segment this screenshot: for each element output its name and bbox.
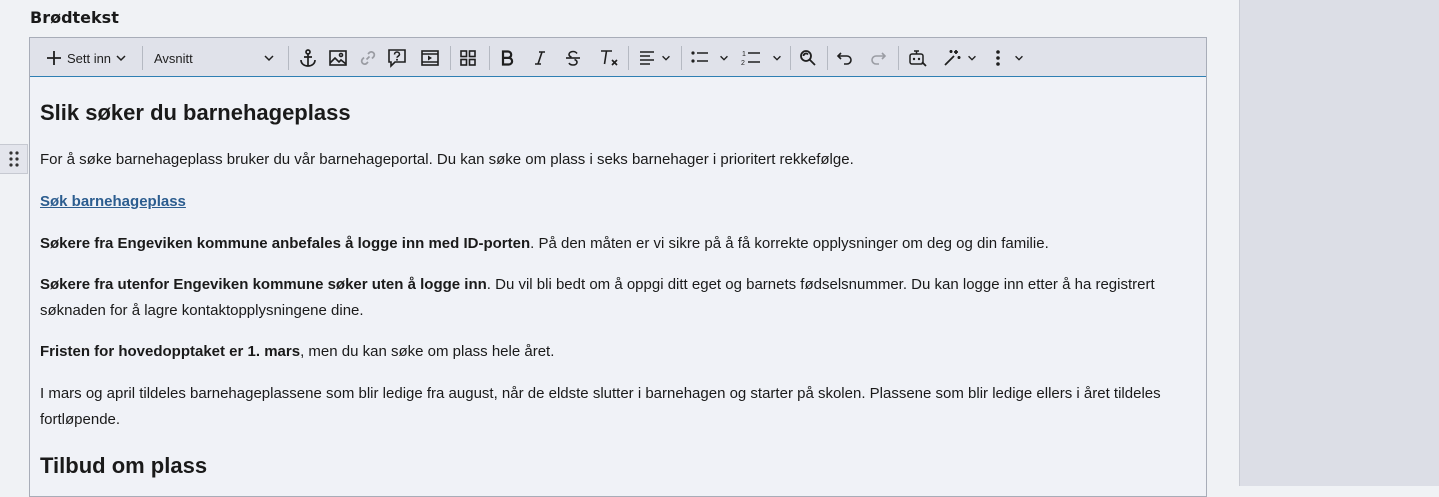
undo-icon[interactable] [834,46,856,70]
media-icon[interactable] [419,46,441,70]
find-replace-icon[interactable] [796,46,820,70]
numbered-list-dropdown[interactable] [740,46,784,70]
numbered-list-icon [741,48,761,68]
align-icon [638,49,656,67]
drag-handle-icon[interactable] [0,144,28,174]
anchor-icon[interactable] [297,46,319,70]
paragraph-3 [40,231,1190,257]
paragraph-5 [40,339,1190,365]
redo-icon[interactable] [867,46,889,70]
chevron-down-icon [1013,52,1025,64]
chevron-down-icon [262,51,276,65]
clear-format-icon[interactable] [597,46,621,70]
apply-link[interactable]: Søk barnehageplass [40,193,186,210]
insert-button[interactable] [43,46,131,70]
align-dropdown[interactable] [636,46,674,70]
link-icon[interactable] [357,46,379,70]
heading-1: Slik søker du barnehageplass [40,100,351,125]
block-format-select[interactable] [154,46,276,70]
p5-rest: , men du kan søke om plass hele året. [300,343,555,360]
bold-icon[interactable] [496,46,518,70]
plus-icon [46,50,62,66]
block-format-value: Avsnitt [154,50,193,66]
bullet-list-dropdown[interactable] [689,46,731,70]
italic-icon[interactable] [529,46,551,70]
ai-assistant-icon[interactable] [905,46,929,70]
paragraph-6: I mars og april tildeles barnehageplassene som blir ledige fra august, når de eldste slutter i barnehagen og starter på skolen. Plassene som blir ledige ellers i året tildeles fortløpende. [40,385,1161,428]
svg-text:2: 2 [741,60,745,67]
chevron-down-icon [718,52,730,64]
svg-text:1: 1 [742,51,746,58]
grid-icon[interactable] [457,46,479,70]
chevron-down-icon [660,52,672,64]
p4-rest: . Du vil bli bedt om å oppgi ditt eget og barnets fødselsnummer. Du kan logge inn etter å ha registrert søknaden for å lagre kontaktopplysningene dine. [40,276,1155,319]
chevron-down-icon [966,52,978,64]
p3-rest: . På den måten er vi sikre på å få korrekte opplysninger om deg og din familie. [530,235,1049,252]
question-box-icon[interactable] [386,46,408,70]
magic-wand-dropdown[interactable] [939,46,981,70]
more-icon [995,49,1001,67]
insert-label: Sett inn [66,50,112,66]
paragraph-1: For å søke barnehageplass bruker du vår barnehageportal. Du kan søke om plass i seks barnehager i prioritert rekkefølge. [40,151,854,168]
chevron-down-icon [771,52,783,64]
rich-text-editor [29,37,1207,497]
magic-wand-icon [942,48,962,68]
field-label: Brødtekst [30,8,119,27]
heading-2: Tilbud om plass [40,453,208,478]
side-panel [1239,0,1439,486]
p5-bold: Fristen for hovedopptaket er 1. mars [40,343,301,360]
paragraph-link [40,189,1190,215]
editor-toolbar [30,38,1206,77]
chevron-down-icon [114,51,128,65]
strikethrough-icon[interactable] [562,46,584,70]
image-icon[interactable] [327,46,349,70]
p4-bold: Søkere fra utenfor Engeviken kommune søker uten å logge inn [40,276,487,293]
p3-bold: Søkere fra Engeviken kommune anbefales å logge inn med ID-porten [40,235,531,252]
more-options-dropdown[interactable] [989,46,1031,70]
paragraph-4 [40,272,1190,324]
bullet-list-icon [690,49,710,67]
